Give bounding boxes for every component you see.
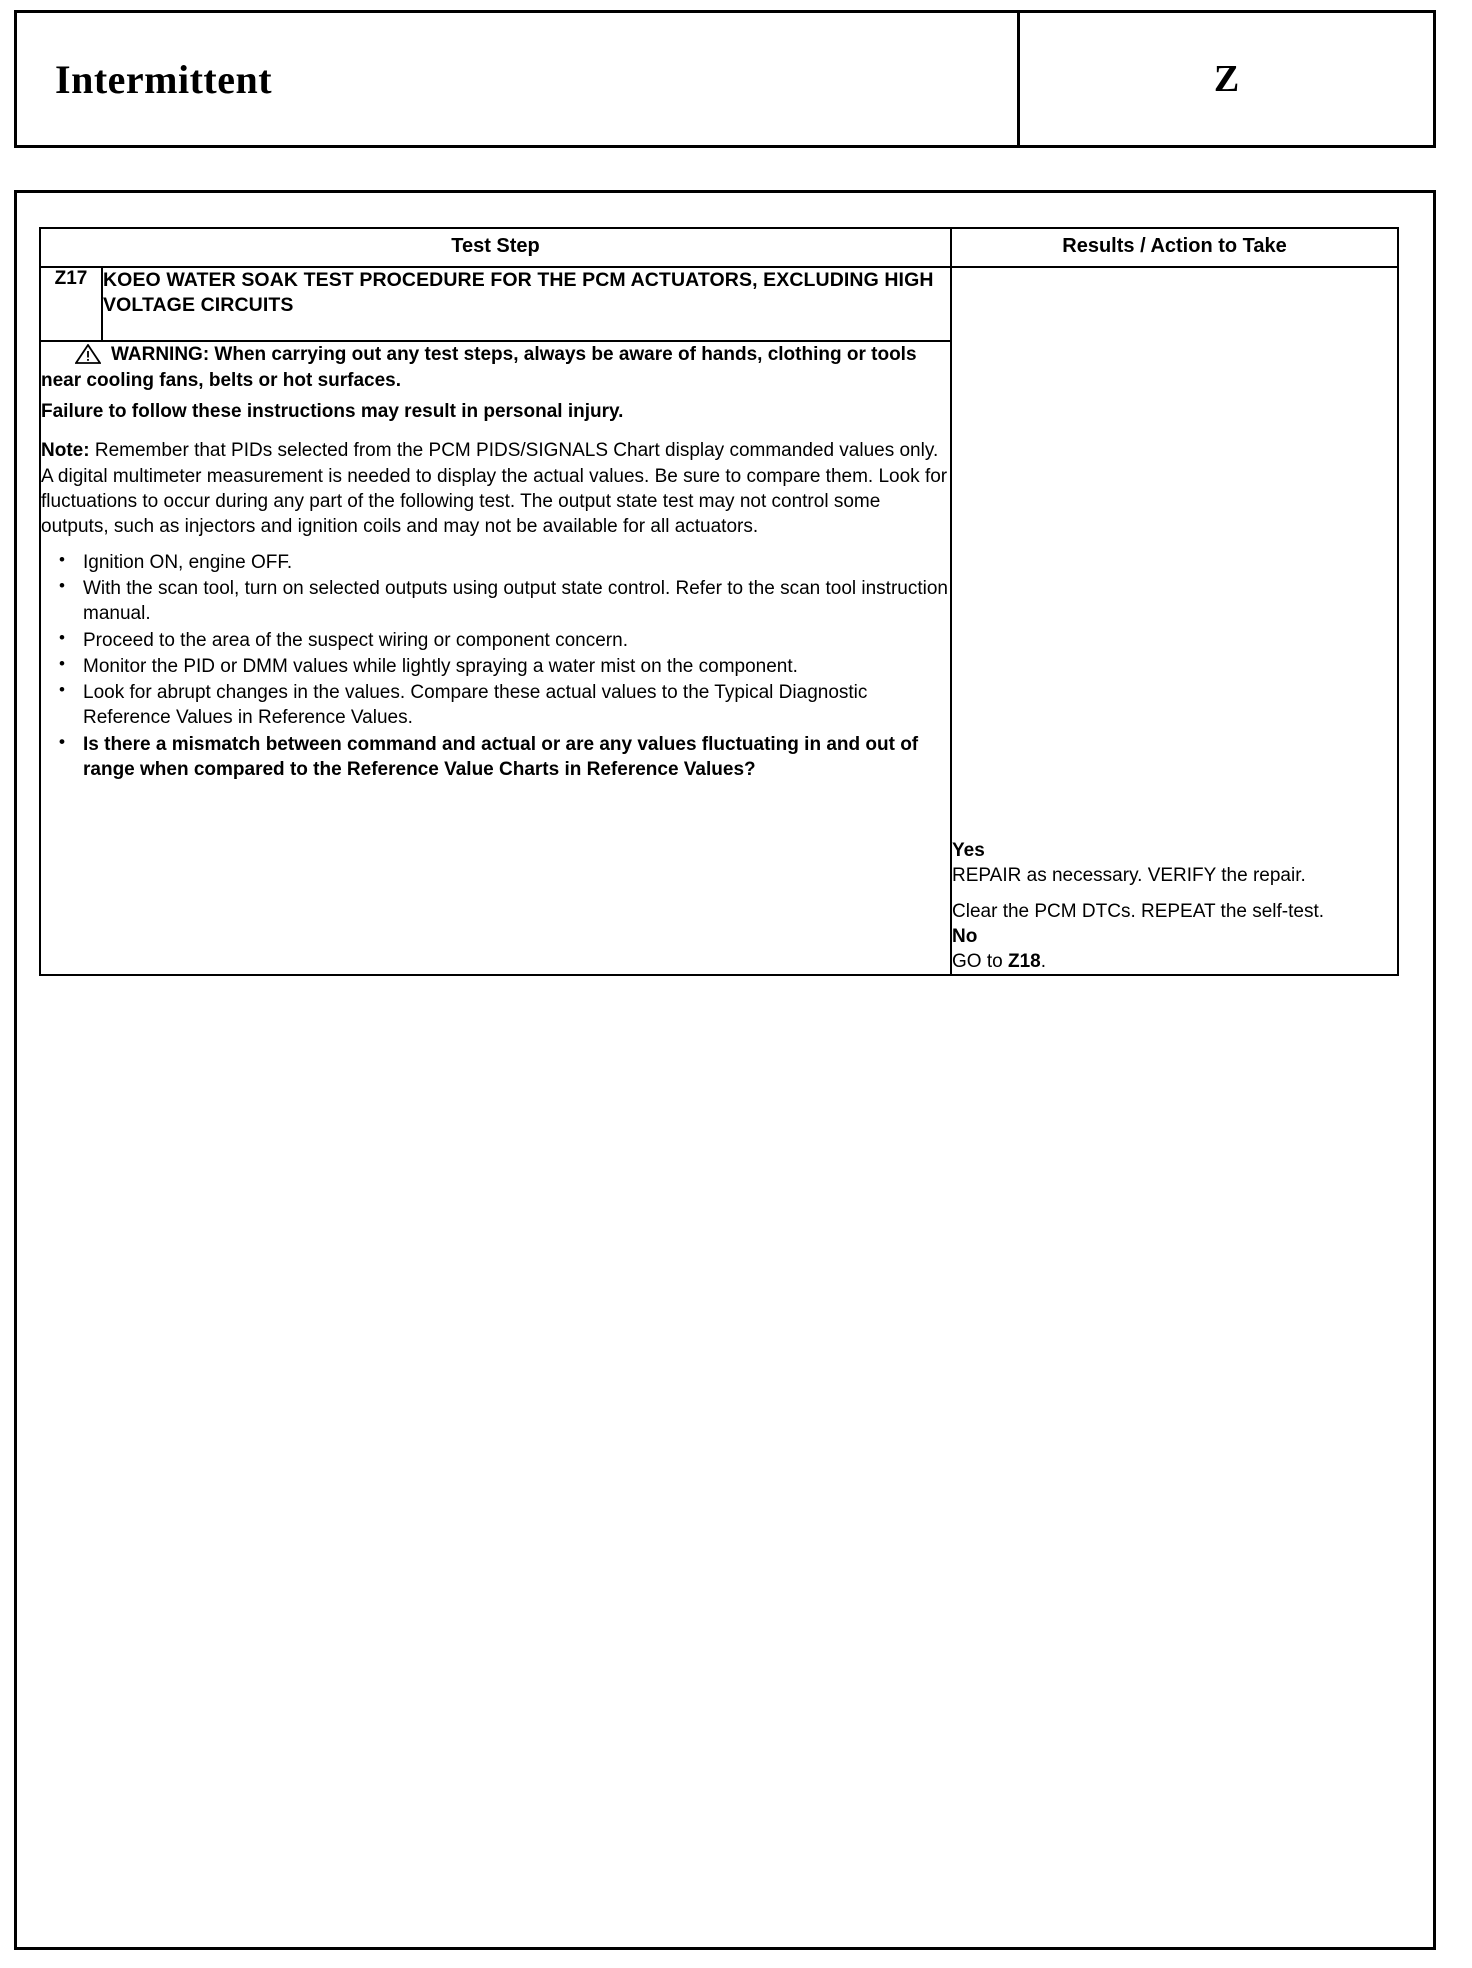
warning-paragraph-1 bbox=[41, 342, 950, 393]
note-text: Remember that PIDs selected from the PCM PIDS/SIGNALS Chart display commanded values only. A digital multimeter measurement is needed to display the actual values. Be sure to compare them. Look for fluctuations to occur during any part of the following test. The output state test may not control some outputs, such as injectors and ignition coils and may not be available for all actuators. bbox=[41, 440, 948, 538]
table-row bbox=[40, 267, 1398, 341]
section-letter: Z bbox=[1213, 58, 1240, 100]
warning-text-1: WARNING: When carrying out any test steps, always be aware of hands, clothing or tools near cooling fans, belts or hot surfaces. bbox=[41, 344, 917, 391]
results-no-label: No bbox=[952, 925, 978, 947]
results-no-text bbox=[952, 949, 1397, 974]
column-header-test-step: Test Step bbox=[40, 228, 951, 267]
list-item: • Proceed to the area of the suspect wiring or component concern. bbox=[41, 628, 950, 653]
column-header-results: Results / Action to Take bbox=[951, 228, 1398, 267]
results-yes-block bbox=[952, 838, 1397, 924]
step-number: Z17 bbox=[40, 267, 102, 341]
diagnostic-table bbox=[39, 227, 1399, 976]
results-yes-label: Yes bbox=[952, 840, 985, 861]
results-no-prefix: GO to bbox=[952, 951, 1008, 973]
results-yes-line-2: Clear the PCM DTCs. REPEAT the self-test. bbox=[952, 900, 1325, 922]
warning-triangle-icon bbox=[75, 344, 101, 363]
section-letter-cell bbox=[1020, 13, 1433, 145]
table-header-row bbox=[40, 228, 1398, 267]
page-title-cell bbox=[17, 13, 1020, 145]
procedure-bullet-list bbox=[41, 550, 950, 782]
page-title: Intermittent bbox=[55, 56, 273, 102]
step-heading: KOEO WATER SOAK TEST PROCEDURE FOR THE PCM ACTUATORS, EXCLUDING HIGH VOLTAGE CIRCUITS bbox=[102, 267, 951, 341]
results-no-block bbox=[952, 924, 1397, 975]
page-header-band bbox=[14, 10, 1436, 148]
list-item: • Ignition ON, engine OFF. bbox=[41, 550, 950, 575]
note-label: Note: bbox=[41, 440, 90, 462]
results-no-target[interactable]: Z18 bbox=[1007, 951, 1041, 973]
step-body bbox=[40, 341, 951, 975]
results-no-suffix: . bbox=[1040, 951, 1047, 973]
warning-text-2: Failure to follow these instructions may result in personal injury. bbox=[41, 400, 624, 422]
note-paragraph bbox=[41, 438, 950, 540]
list-item: • Is there a mismatch between command and actual or are any values fluctuating in and out of range when compared to the Reference Value Charts in Reference Values? bbox=[41, 732, 950, 783]
list-item: • Look for abrupt changes in the values. Compare these actual values to the Typical Diagnostic Reference Values in Reference Values. bbox=[41, 680, 950, 731]
list-item: • With the scan tool, turn on selected outputs using output state control. Refer to the scan tool instruction manual. bbox=[41, 576, 950, 627]
results-cell bbox=[951, 267, 1398, 975]
list-item: • Monitor the PID or DMM values while lightly spraying a water mist on the component. bbox=[41, 654, 950, 679]
content-frame bbox=[14, 190, 1436, 1950]
results-yes-line-1: REPAIR as necessary. VERIFY the repair. bbox=[952, 865, 1306, 887]
